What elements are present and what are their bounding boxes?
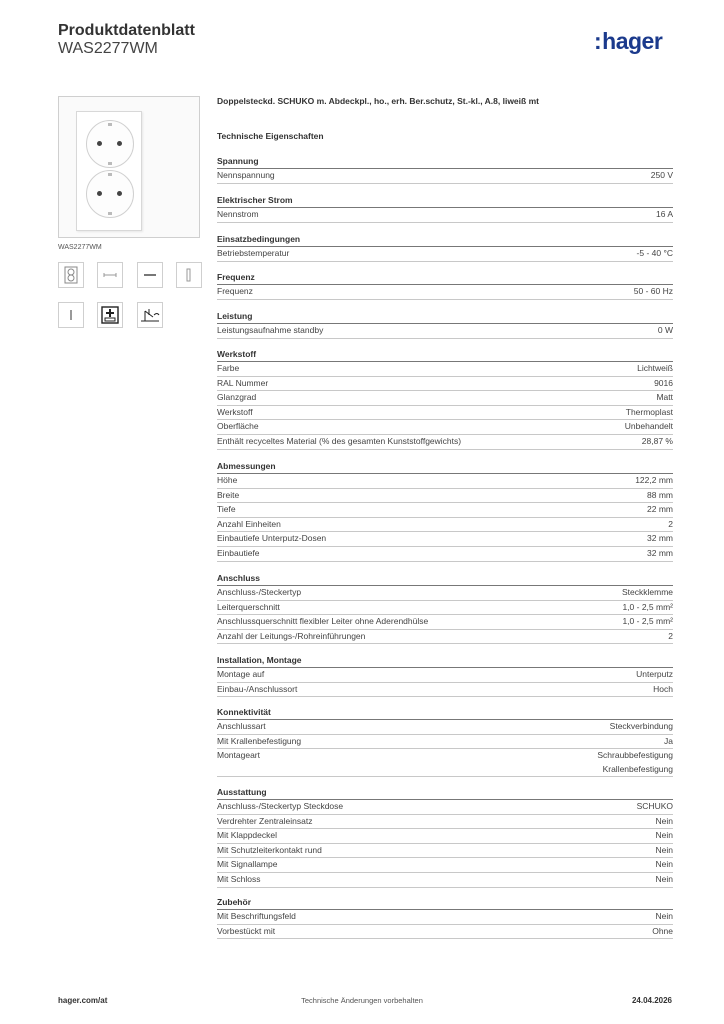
hager-logo — [594, 28, 662, 55]
spec-label: Einbautiefe — [217, 547, 260, 558]
spec-section — [217, 309, 673, 339]
spec-row — [217, 749, 673, 777]
spec-label: RAL Nummer — [217, 377, 269, 388]
spec-value: 22 mm — [647, 504, 673, 515]
spec-label: Anschluss-/Steckertyp — [217, 587, 302, 597]
spec-row — [217, 377, 673, 392]
spec-row — [217, 474, 673, 489]
spec-row — [217, 435, 673, 450]
spec-row — [217, 844, 673, 859]
product-description: Doppelsteckd. SCHUKO m. Abdeckpl., ho., erh. Ber.schutz, St.-kl., A.8, liweiß mt — [217, 96, 539, 106]
spec-section — [217, 347, 673, 450]
spec-row — [217, 285, 673, 300]
spec-label: Oberfläche — [217, 421, 259, 432]
image-caption: WAS2277WM — [58, 244, 102, 251]
spec-value: Lichtweiß — [637, 363, 673, 373]
article-number: WAS2277WM — [58, 40, 158, 57]
spec-section — [217, 270, 673, 300]
spec-row — [217, 615, 673, 630]
spec-row — [217, 247, 673, 262]
spec-label: Enthält recyceltes Material (% des gesamten Kunststoffgewichts) — [217, 435, 462, 446]
spec-value: SCHUKO — [636, 801, 673, 811]
spec-value: -5 - 40 °C — [636, 248, 673, 258]
spec-label: Montageart — [217, 750, 260, 761]
spec-row — [217, 518, 673, 533]
spec-row — [217, 800, 673, 815]
section-title: Elektrischer Strom — [217, 193, 673, 208]
spec-row — [217, 420, 673, 435]
section-title: Einsatzbedingungen — [217, 232, 673, 247]
spec-value: Unterputz — [636, 669, 673, 679]
spec-row — [217, 324, 673, 339]
spec-label: Mit Krallenbefestigung — [217, 735, 302, 746]
spec-value: 32 mm — [647, 533, 673, 544]
side-view-icon[interactable] — [137, 262, 163, 288]
tech-heading: Technische Eigenschaften — [217, 131, 324, 141]
spec-label: Montage auf — [217, 669, 265, 679]
spec-label: Leiterquerschnitt — [217, 601, 280, 612]
spec-label: Nennspannung — [217, 170, 275, 180]
spec-section — [217, 785, 673, 888]
spec-value: 122,2 mm — [635, 475, 673, 485]
logo-colon-icon: : — [594, 28, 602, 54]
protection-class-icon[interactable] — [97, 302, 123, 328]
section-title: Leistung — [217, 309, 673, 324]
spec-value: Thermoplast — [625, 406, 673, 417]
footer-disclaimer: Technische Änderungen vorbehalten — [301, 996, 423, 1005]
spec-value: 16 A — [655, 209, 673, 219]
spec-label: Tiefe — [217, 504, 236, 515]
spec-label: Glanzgrad — [217, 392, 257, 403]
spec-value: 50 - 60 Hz — [633, 286, 673, 296]
section-title: Installation, Montage — [217, 653, 673, 668]
spec-label: Frequenz — [217, 286, 253, 296]
spec-row — [217, 873, 673, 888]
dimension-icon[interactable] — [97, 262, 123, 288]
spec-row — [217, 586, 673, 601]
spec-row — [217, 532, 673, 547]
spec-row — [217, 391, 673, 406]
spec-row — [217, 208, 673, 223]
footer-website[interactable]: hager.com/at — [58, 996, 108, 1005]
section-title: Werkstoff — [217, 347, 673, 362]
product-image — [58, 96, 200, 238]
spec-row — [217, 735, 673, 750]
spec-value: 32 mm — [647, 547, 673, 558]
section-title: Frequenz — [217, 270, 673, 285]
spec-section — [217, 571, 673, 644]
spec-label: Anzahl Einheiten — [217, 518, 281, 529]
spec-section — [217, 232, 673, 262]
spec-label: Einbau-/Anschlussort — [217, 683, 298, 694]
profile-icon[interactable] — [176, 262, 202, 288]
spec-value: 1,0 - 2,5 mm² — [622, 601, 673, 612]
footer-date: 24.04.2026 — [631, 996, 672, 1005]
socket-outlet-top — [86, 120, 134, 168]
spec-value: Steckklemme — [621, 587, 673, 597]
spec-row — [217, 489, 673, 504]
spec-value: 2 — [668, 518, 673, 529]
logo-text: hager — [602, 28, 663, 54]
spec-value: Matt — [656, 392, 673, 403]
spec-value: 28,87 % — [641, 435, 673, 446]
spec-value: Ja — [664, 735, 673, 746]
spec-value: Nein — [655, 873, 673, 884]
spec-label: Mit Schutzleiterkontakt rund — [217, 844, 322, 855]
spec-label: Höhe — [217, 475, 238, 485]
spec-value: Nein — [655, 844, 673, 855]
spec-value: 88 mm — [647, 489, 673, 500]
section-title: Ausstattung — [217, 785, 673, 800]
section-title: Zubehör — [217, 895, 673, 910]
spec-value: 9016 — [654, 377, 673, 388]
spec-section — [217, 193, 673, 223]
spec-value: Nein — [655, 911, 673, 921]
section-title: Abmessungen — [217, 459, 673, 474]
spec-row — [217, 910, 673, 925]
socket-outlet-bottom — [86, 170, 134, 218]
spec-label: Farbe — [217, 363, 240, 373]
detail-icon[interactable] — [58, 302, 84, 328]
spec-value: Hoch — [653, 683, 673, 694]
spec-section — [217, 653, 673, 697]
spec-label: Vorbestückt mit — [217, 925, 276, 936]
spec-label: Anschlussquerschnitt flexibler Leiter ohne Aderendhülse — [217, 616, 429, 627]
spec-row — [217, 668, 673, 683]
section-title: Anschluss — [217, 571, 673, 586]
spec-label: Mit Klappdeckel — [217, 830, 278, 841]
spec-label: Mit Schloss — [217, 873, 261, 884]
spec-row — [217, 503, 673, 518]
spec-value: Nein — [655, 830, 673, 841]
spec-label: Anzahl der Leitungs-/Rohreinführungen — [217, 630, 366, 641]
spec-row — [217, 815, 673, 830]
spec-row — [217, 858, 673, 873]
spec-label: Nennstrom — [217, 209, 259, 219]
spec-row — [217, 601, 673, 616]
spec-value: 1,0 - 2,5 mm² — [622, 616, 673, 627]
spec-row — [217, 169, 673, 184]
spec-section — [217, 895, 673, 939]
spec-row — [217, 829, 673, 844]
spec-value: Nein — [655, 859, 673, 870]
spec-value: 250 V — [650, 170, 673, 180]
spec-value: Unbehandelt — [624, 421, 673, 432]
spec-value: Ohne — [652, 925, 673, 936]
spec-label: Mit Signallampe — [217, 859, 278, 870]
spec-row — [217, 362, 673, 377]
spec-label: Anschluss-/Steckertyp Steckdose — [217, 801, 344, 811]
spec-value: 2 — [668, 630, 673, 641]
spec-row — [217, 406, 673, 421]
spec-section — [217, 459, 673, 562]
section-title: Konnektivität — [217, 705, 673, 720]
spec-label: Verdrehter Zentraleinsatz — [217, 815, 313, 826]
spec-value: Schraubbefestigung Krallenbefestigung — [597, 750, 673, 774]
spec-label: Breite — [217, 489, 240, 500]
spec-row — [217, 720, 673, 735]
socket-plate — [76, 111, 142, 231]
spec-row — [217, 925, 673, 940]
spec-value: Nein — [655, 815, 673, 826]
spec-value: 0 W — [657, 325, 673, 335]
spec-section — [217, 705, 673, 777]
spec-row — [217, 683, 673, 698]
spec-label: Anschlussart — [217, 721, 266, 731]
spec-label: Mit Beschriftungsfeld — [217, 911, 296, 921]
wiring-symbol-icon[interactable] — [137, 302, 163, 328]
spec-section — [217, 154, 673, 184]
spec-row — [217, 547, 673, 562]
spec-label: Betriebstemperatur — [217, 248, 290, 258]
spec-label: Leistungsaufnahme standby — [217, 325, 324, 335]
spec-label: Einbautiefe Unterputz-Dosen — [217, 533, 327, 544]
section-title: Spannung — [217, 154, 673, 169]
spec-row — [217, 630, 673, 645]
page-title: Produktdatenblatt — [58, 22, 195, 39]
spec-value: Steckverbindung — [609, 721, 673, 731]
spec-label: Werkstoff — [217, 406, 253, 417]
socket-thumb-icon[interactable] — [58, 262, 84, 288]
